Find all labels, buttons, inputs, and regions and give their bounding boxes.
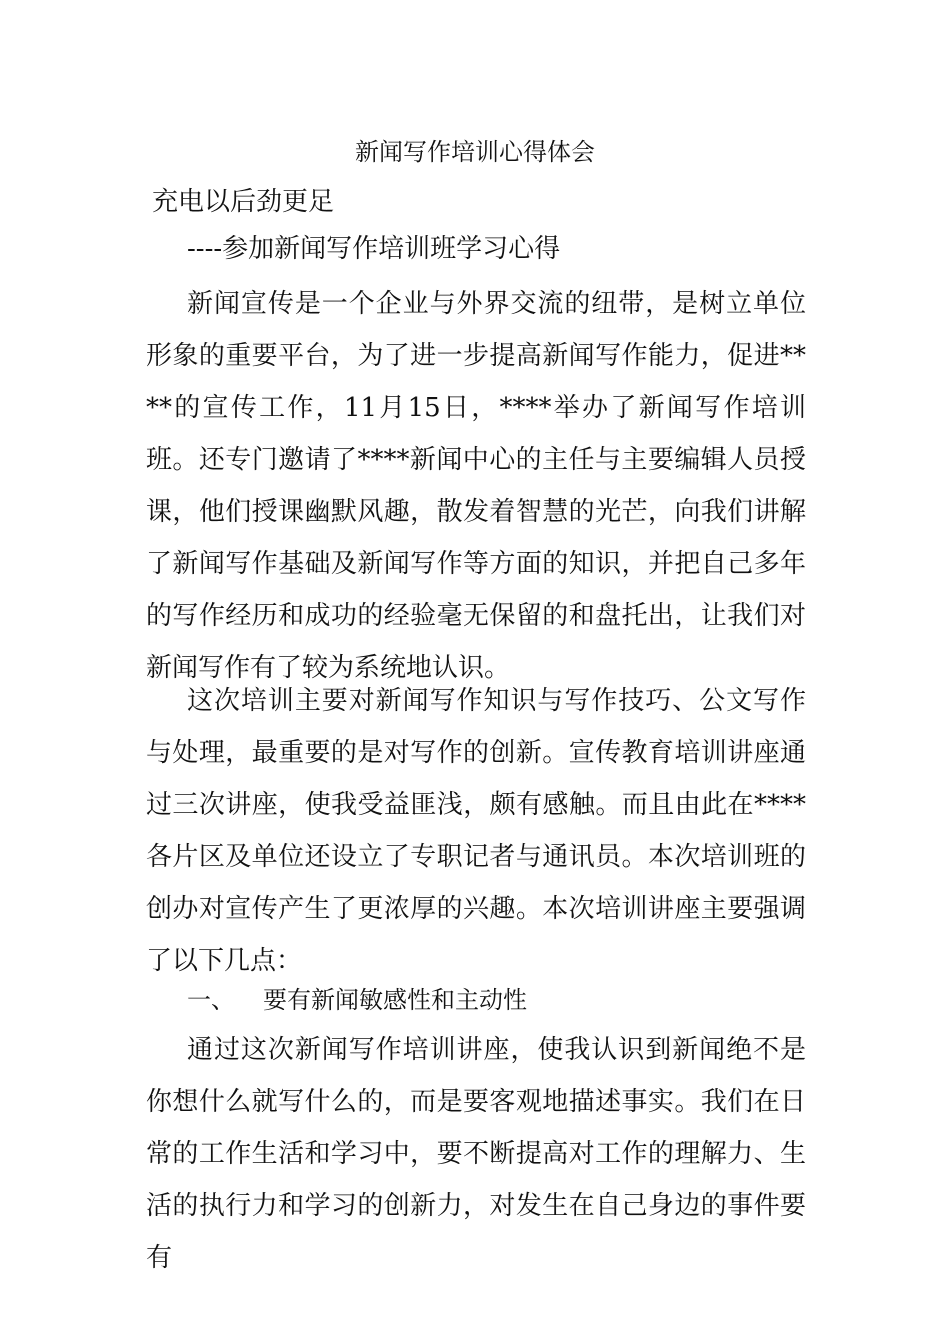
- document-title: 新闻写作培训心得体会: [355, 138, 595, 166]
- paragraph-training-summary: 这次培训主要对新闻写作知识与写作技巧、公文写作与处理，最重要的是对写作的创新。宣传教育培训讲座通过三次讲座，使我受益匪浅，颇有感触。而且由此在****各片区及单位还设立了专职记者与通讯员。本次培训班的创办对宣传产生了更浓厚的兴趣。本次培训讲座主要强调了以下几点：: [146, 686, 806, 976]
- section-heading-text: 要有新闻敏感性和主动性: [263, 986, 527, 1014]
- section-heading-number: 一、: [187, 986, 235, 1014]
- section-heading: [187, 983, 527, 1017]
- paragraph-intro: 新闻宣传是一个企业与外界交流的纽带，是树立单位形象的重要平台，为了进一步提高新闻写作能力，促进****的宣传工作，11月15日，****举办了新闻写作培训班。还专门邀请了****新闻中心的主任与主要编辑人员授课，他们授课幽默风趣，散发着智慧的光芒，向我们讲解了新闻写作基础及新闻写作等方面的知识，并把自己多年的写作经历和成功的经验毫无保留的和盘托出，让我们对新闻写作有了较为系统地认识。: [146, 289, 806, 683]
- document-byline: ----参加新闻写作培训班学习心得: [187, 234, 561, 264]
- document-subtitle: 充电以后劲更足: [152, 187, 335, 217]
- paragraph-news-sensitivity: 通过这次新闻写作培训讲座，使我认识到新闻绝不是你想什么就写什么的，而是要客观地描述事实。我们在日常的工作生活和学习中，要不断提高对工作的理解力、生活的执行力和学习的创新力，对发生在自己身边的事件要有: [146, 1035, 806, 1273]
